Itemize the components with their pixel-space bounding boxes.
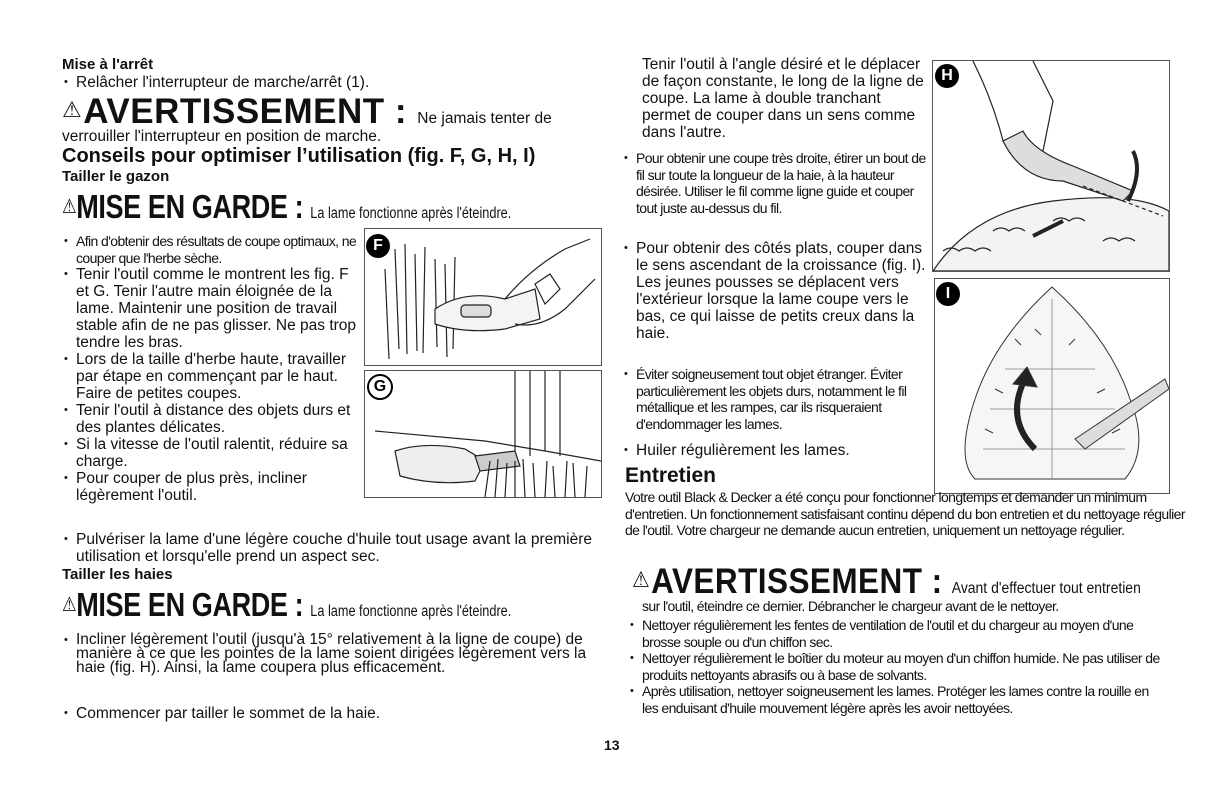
entretien-text: Votre outil Black & Decker a été conçu pour fonctionner longtemps et demander un minimum d'entretien. Un fonctionnement satisfaisant continu dépend du bon entretien et du nettoyage régulier de l'outil. Votre chargeur ne demande aucun entretien, uniquement un nettoyage régulier.: [625, 489, 1185, 538]
figure-f: [364, 228, 602, 366]
list-item: • Lors de la taille d'herbe haute, travailler par étape en commençant par le haut. Faire de petites coupes.: [62, 351, 362, 402]
warning-1-continuation: verrouiller l'interrupteur en position de marche.: [62, 128, 382, 145]
warning-triangle-icon: ⚠: [62, 196, 77, 218]
page-number: 13: [604, 737, 620, 753]
tailler-gazon-title: Tailler le gazon: [62, 168, 170, 185]
figure-i-illustration: [935, 279, 1169, 493]
warning-heading-2: ⚠AVERTISSEMENT : Avant d'effectuer tout entretien: [632, 562, 1141, 601]
warning-triangle-icon: ⚠: [62, 594, 77, 616]
list-item: • Nettoyer régulièrement le boîtier du moteur au moyen d'un chiffon humide. Ne pas utiliser de produits nettoyants abrasifs ou à base de solvants.: [628, 650, 1168, 683]
haies-list-2: [62, 705, 602, 722]
figure-h-illustration: [933, 61, 1169, 271]
figure-f-illustration: [365, 229, 601, 365]
pulveriser-list: [62, 531, 602, 565]
list-item: • Incliner légèrement l'outil (jusqu'à 15° relativement à la ligne de coupe) de manière à ce que les pointes de la lame soient dirigées légèrement vers la haie (fig. H). Ainsi, la lame coupera plus efficacement.: [62, 633, 602, 675]
mise-arret-list: [62, 74, 582, 91]
figure-g-badge: G: [367, 374, 393, 400]
list-item: • Pour obtenir des côtés plats, couper dans le sens ascendant de la croissance (fig. I). Les jeunes pousses se déplacent vers l'extérieur lorsque la lame coupe vers le bas, ce qui laisse de petits creux dans la haie.: [622, 240, 932, 342]
list-item: • Commencer par tailler le sommet de la haie.: [62, 705, 602, 722]
entretien-list: [628, 617, 1168, 716]
list-item: • Relâcher l'interrupteur de marche/arrêt (1).: [62, 74, 582, 91]
list-item: • Tenir l'outil à distance des objets durs et des plantes délicates.: [62, 402, 362, 436]
hedge-intro-text: Tenir l'outil à l'angle désiré et le déplacer de façon constante, le long de la ligne de coupe. La lame à double tranchant permet de couper dans un sens comme dans l'autre.: [642, 56, 924, 141]
list-item: • Éviter soigneusement tout objet étranger. Éviter particulièrement les objets durs, notamment le fil métallique et les rampes, car ils risqueraient d'endommager les lames.: [622, 366, 942, 432]
caution-heading-2: ⚠MISE EN GARDE : La lame fonctionne après l'éteindre.: [62, 586, 512, 623]
figure-f-badge: F: [366, 234, 390, 258]
gazon-list: [62, 233, 362, 504]
warning-triangle-icon: ⚠: [632, 567, 651, 592]
hedge-list-4: [622, 442, 932, 459]
hedge-list-3: [622, 366, 942, 432]
figure-h: [932, 60, 1170, 272]
list-item: • Pour couper de plus près, incliner légèrement l'outil.: [62, 470, 362, 504]
list-item: • Afin d'obtenir des résultats de coupe optimaux, ne couper que l'herbe sèche.: [62, 233, 362, 266]
entretien-title: Entretien: [625, 464, 717, 487]
warning-2-continuation: sur l'outil, éteindre ce dernier. Débrancher le chargeur avant de le nettoyer.: [642, 598, 1059, 614]
list-item: • Après utilisation, nettoyer soigneusement les lames. Protéger les lames contre la rouille en les enduisant d'huile mouvement légère après les avoir nettoyées.: [628, 683, 1168, 716]
figure-i-badge: I: [936, 282, 960, 306]
hedge-list-1: [622, 150, 932, 216]
figure-g: [364, 370, 602, 498]
warning-triangle-icon: ⚠: [62, 97, 83, 122]
tailler-haies-title: Tailler les haies: [62, 566, 173, 583]
haies-list: [62, 633, 602, 675]
warning-heading-1: ⚠AVERTISSEMENT : Ne jamais tenter de: [62, 92, 552, 131]
conseils-title: Conseils pour optimiser l’utilisation (fig. F, G, H, I): [62, 145, 536, 167]
figure-h-badge: H: [935, 64, 959, 88]
list-item: • Si la vitesse de l'outil ralentit, réduire sa charge.: [62, 436, 362, 470]
list-item: • Pulvériser la lame d'une légère couche d'huile tout usage avant la première utilisation et lorsqu'elle prend un aspect sec.: [62, 531, 602, 565]
mise-arret-title: Mise à l'arrêt: [62, 56, 154, 73]
caution-heading-1: ⚠MISE EN GARDE : La lame fonctionne après l'éteindre.: [62, 188, 512, 225]
figure-g-illustration: [365, 371, 601, 497]
hedge-list-2: [622, 240, 932, 342]
list-item: • Nettoyer régulièrement les fentes de ventilation de l'outil et du chargeur au moyen d'une brosse souple ou d'un chiffon sec.: [628, 617, 1168, 650]
list-item: • Tenir l'outil comme le montrent les fig. F et G. Tenir l'autre main éloignée de la lame. Maintenir une position de travail stable afin de ne pas glisser. Ne pas trop tendre les bras.: [62, 266, 362, 351]
figure-i: [934, 278, 1170, 494]
list-item: • Pour obtenir une coupe très droite, étirer un bout de fil sur toute la longueur de la haie, à la hauteur désirée. Utiliser le fil comme ligne guide et couper tout juste au-dessus du fil.: [622, 150, 932, 216]
list-item: • Huiler régulièrement les lames.: [622, 442, 932, 459]
